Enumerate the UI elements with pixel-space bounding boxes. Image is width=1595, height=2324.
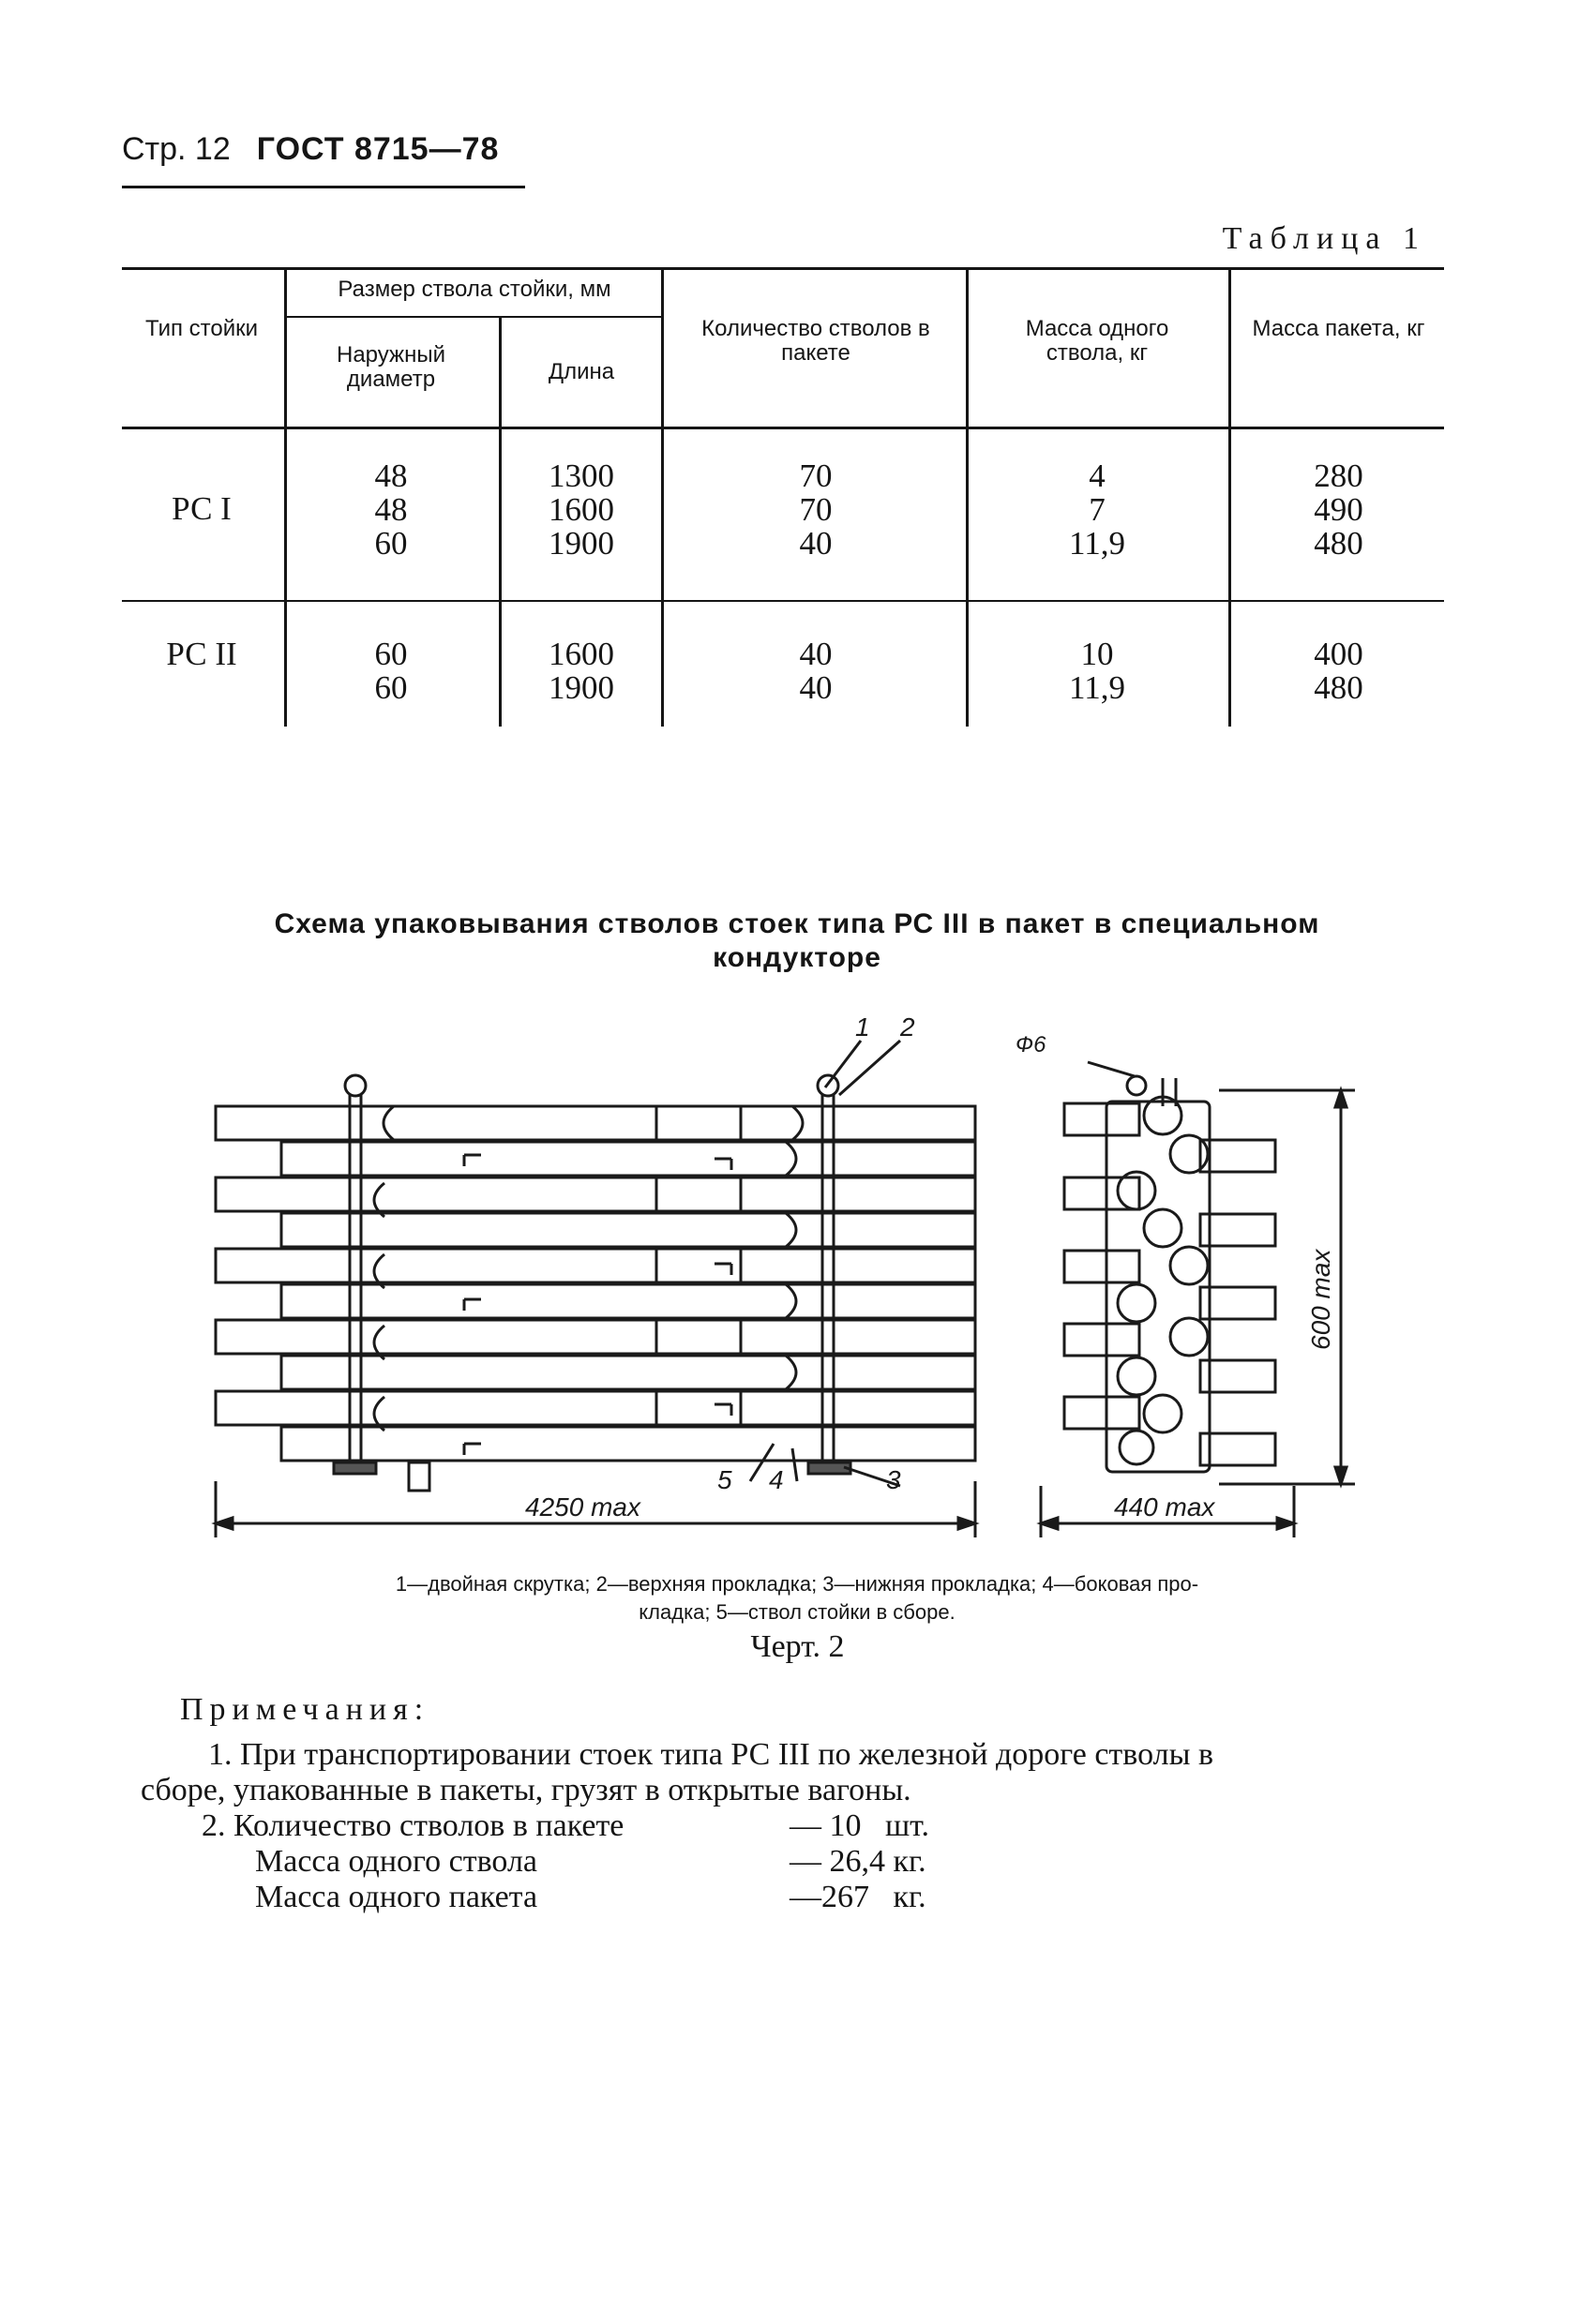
legend-line: 1—двойная скрутка; 2—верхняя прокладка; 3—нижняя прокладка; 4—боковая про- [395, 1572, 1199, 1596]
figure-title-line: кондукторе [713, 942, 881, 973]
notes-heading: Примечания: [180, 1692, 430, 1727]
bars-left-view [216, 1106, 975, 1461]
legend-line: кладка; 5—ствол стойки в сборе. [639, 1600, 955, 1624]
table-cell: 60 [374, 669, 408, 706]
figure-legend [178, 1570, 1416, 1627]
header-size-group: Размер ствола стойки, мм [338, 277, 611, 302]
callout-3: 3 [886, 1465, 901, 1494]
packing-diagram [0, 994, 1595, 1556]
note-4-value: —267 кг. [790, 1880, 926, 1914]
table-cell: 400 [1314, 636, 1363, 672]
table-col-rule [284, 267, 287, 727]
table-cell: 480 [1314, 525, 1363, 562]
table-cell: 480 [1314, 669, 1363, 706]
table-cell-type: РС I [172, 490, 232, 527]
table-cell: 60 [374, 525, 408, 562]
table-cell: 11,9 [1069, 525, 1125, 562]
table-cell: 4 [1089, 457, 1106, 494]
end-view [1064, 1076, 1275, 1472]
dimension-height-label: 600 max [1306, 1249, 1335, 1350]
callout-5: 5 [717, 1465, 732, 1494]
table-top-rule [122, 267, 1444, 270]
header-length: Длина [548, 359, 615, 384]
header-type: Тип стойки [144, 316, 259, 341]
table-cell: 7 [1089, 491, 1106, 528]
table-cell: 490 [1314, 491, 1363, 528]
table-col-rule [499, 318, 502, 727]
page-number: Стр. 12 [122, 131, 231, 167]
table-col-rule [1228, 267, 1231, 727]
table-cell: 10 [1080, 636, 1114, 672]
header-mass-one: Масса одного ствола, кг [1025, 316, 1169, 366]
table-subheader-rule [284, 316, 661, 318]
table-cell: 60 [374, 636, 408, 672]
table-cell: 1900 [549, 525, 614, 562]
figure-title-line: Схема упаковывания стволов стоек типа РС III в пакет в специальном [274, 908, 1320, 939]
callout-4: 4 [769, 1465, 784, 1494]
callout-phi6: Ф6 [1016, 1032, 1046, 1057]
dimension-length-label: 4250 max [525, 1492, 640, 1522]
note-3-value: — 26,4 кг. [790, 1844, 926, 1879]
table-cell-type: РС II [166, 636, 237, 672]
note-1-line-1: 1. При транспортировании стоек типа РС III по железной дороге стволы в [208, 1737, 1214, 1772]
table-cell: 48 [374, 457, 408, 494]
table-col-rule [966, 267, 969, 727]
note-2-label: 2. Количество стволов в пакете [202, 1808, 624, 1843]
table-cell: 48 [374, 491, 408, 528]
note-2-value: — 10 шт. [790, 1808, 929, 1843]
table-cell: 1900 [549, 669, 614, 706]
figure-caption: Черт. 2 [750, 1629, 845, 1664]
figure-title [141, 907, 1453, 975]
page-header [122, 131, 499, 168]
clamps [374, 1106, 803, 1455]
header-mass-pack: Масса пакета, кг [1252, 316, 1425, 341]
table-cell: 40 [799, 669, 833, 706]
note-1-line-2: сборе, упакованные в пакеты, грузят в открытые вагоны. [141, 1773, 911, 1807]
table-label: Таблица 1 [1222, 221, 1426, 256]
table-cell: 11,9 [1069, 669, 1125, 706]
table-header-rule [122, 427, 1444, 429]
callout-2: 2 [900, 1012, 915, 1042]
note-3-label: Масса одного ствола [255, 1844, 538, 1879]
table-cell: 1300 [549, 457, 614, 494]
header-outer-diameter: Наружный диаметр [337, 342, 445, 392]
table-cell: 70 [799, 457, 833, 494]
note-4-label: Масса одного пакета [255, 1880, 538, 1914]
table-col-rule [661, 267, 664, 727]
table-cell: 280 [1314, 457, 1363, 494]
table-cell: 1600 [549, 491, 614, 528]
table-cell: 70 [799, 491, 833, 528]
standard-number: ГОСТ 8715—78 [256, 131, 500, 167]
header-rule [122, 186, 525, 188]
table-cell: 40 [799, 636, 833, 672]
table-group-rule [122, 600, 1444, 602]
table-cell: 40 [799, 525, 833, 562]
header-count: Количество стволов в пакете [701, 316, 930, 366]
table-cell: 1600 [549, 636, 614, 672]
callout-1: 1 [855, 1012, 870, 1042]
dimension-width-label: 440 max [1114, 1492, 1215, 1522]
